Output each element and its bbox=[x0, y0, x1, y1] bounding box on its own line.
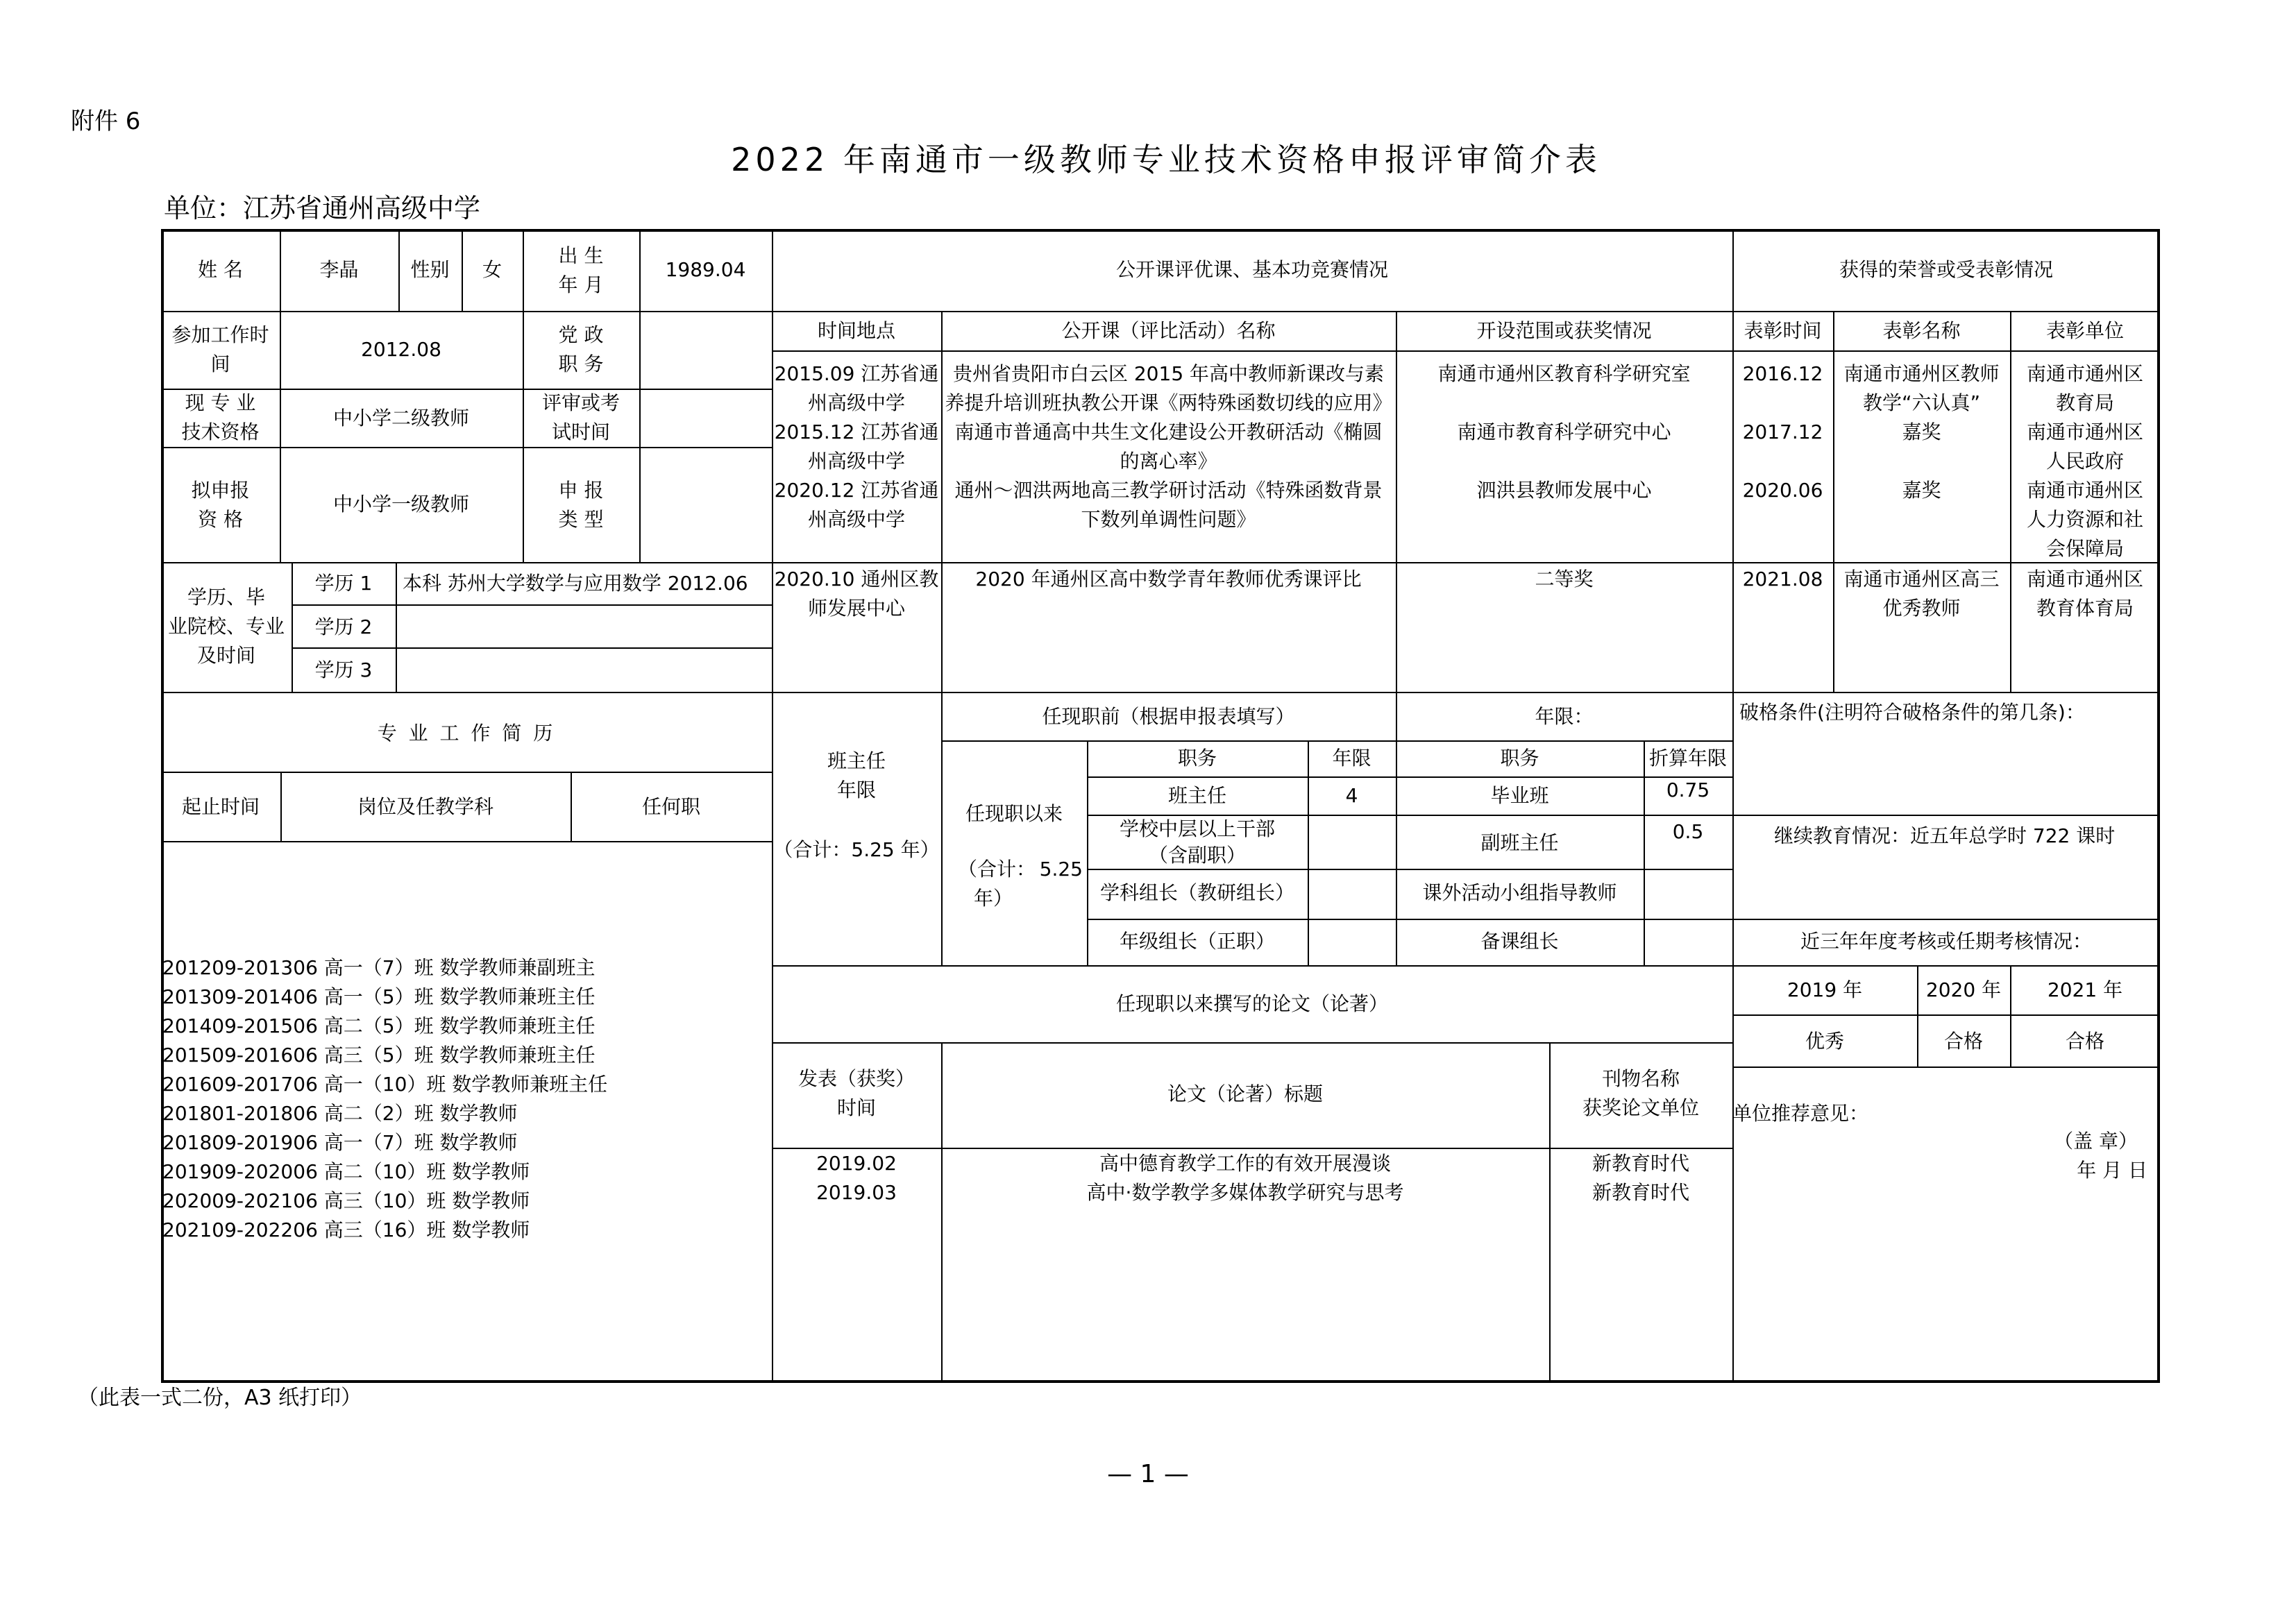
honors-col-name: 表彰名称 bbox=[1882, 319, 1961, 342]
years-cell: 4 bbox=[1345, 784, 1358, 807]
assessment-result: 合格 bbox=[1943, 1030, 1983, 1053]
honor-name: 嘉奖 bbox=[1902, 420, 1941, 443]
resume-entry: 202009-202106 高三（10）班 数学教师 bbox=[162, 1189, 530, 1212]
duty-cell: 学科组长（教研组长） bbox=[1099, 881, 1294, 904]
resume-entry: 201309-201406 高一（5）班 数学教师兼班主任 bbox=[162, 985, 596, 1008]
paper-title: 高中·数学教学多媒体教学研究与思考 bbox=[1086, 1181, 1404, 1204]
honor-time: 2016.12 bbox=[1742, 362, 1823, 385]
open-class-name: 2020 年通州区高中数学青年教师优秀课评比 bbox=[975, 568, 1362, 590]
assessment-year: 2019 年 bbox=[1787, 978, 1863, 1001]
open-class-time: 2020.12 江苏省通 州高级中学 bbox=[774, 479, 939, 531]
seal-label: （盖 章） bbox=[2054, 1130, 2138, 1153]
resume-col-post: 岗位及任教学科 bbox=[357, 795, 493, 818]
apply-type-label: 申 报 类 型 bbox=[558, 479, 604, 531]
duty2-col: 职务 bbox=[1500, 747, 1539, 770]
education-1-value: 本科 苏州大学数学与应用数学 2012.06 bbox=[403, 572, 748, 595]
resume-col-period: 起止时间 bbox=[181, 795, 260, 818]
duty2-cell: 课外活动小组指导教师 bbox=[1422, 881, 1617, 904]
duty2-cell: 副班主任 bbox=[1480, 831, 1559, 854]
papers-title: 任现职以来撰写的论文（论著） bbox=[1115, 992, 1388, 1015]
resume-col-job: 任何职 bbox=[641, 795, 700, 818]
education-2-label: 学历 2 bbox=[314, 615, 373, 638]
converted-cell: 0.75 bbox=[1666, 779, 1710, 801]
resume-entry: 201909-202006 高二（10）班 数学教师 bbox=[162, 1160, 530, 1183]
honor-unit: 南通市通州区 教育体育局 bbox=[2026, 568, 2143, 620]
unit-label: 单位：江苏省通州高级中学 bbox=[164, 193, 481, 223]
assessment-result: 合格 bbox=[2065, 1030, 2104, 1053]
page-title: 2022 年南通市一级教师专业技术资格申报评审简介表 bbox=[731, 141, 1601, 178]
honors-col-unit: 表彰单位 bbox=[2045, 319, 2124, 342]
apply-qual-value: 中小学一级教师 bbox=[332, 493, 469, 516]
honors-col-time: 表彰时间 bbox=[1744, 319, 1822, 342]
years-label: 年限： bbox=[1535, 705, 1594, 728]
breakthrough-label: 破格条件(注明符合破格条件的第几条)： bbox=[1739, 701, 2085, 724]
open-class-scope: 二等奖 bbox=[1535, 568, 1594, 590]
resume-entry: 201609-201706 高一（10）班 数学教师兼班主任 bbox=[162, 1073, 608, 1096]
open-class-col-time: 时间地点 bbox=[817, 319, 895, 342]
since-total-prefix: （合计： bbox=[958, 858, 1036, 881]
paper-time: 2019.03 bbox=[816, 1181, 897, 1204]
resume-entry: 201509-201606 高三（5）班 数学教师兼班主任 bbox=[162, 1044, 596, 1067]
head-teacher-total: （合计：5.25 年） bbox=[773, 838, 940, 861]
party-label: 党 政 职 务 bbox=[558, 323, 604, 375]
recommend-date: 年 月 日 bbox=[2077, 1159, 2147, 1182]
since-total-suffix: 年） bbox=[973, 887, 1013, 910]
since-total-value: 5.25 bbox=[1039, 858, 1083, 881]
work-start-value: 2012.08 bbox=[361, 338, 441, 361]
resume-entry: 201809-201906 高一（7）班 数学教师 bbox=[162, 1131, 518, 1154]
open-class-scope: 南通市通州区教育科学研究室 bbox=[1437, 362, 1691, 385]
name-label: 姓 名 bbox=[198, 258, 243, 281]
honor-name: 嘉奖 bbox=[1902, 479, 1941, 502]
current-qual-value: 中小学二级教师 bbox=[332, 407, 469, 430]
gender-value: 女 bbox=[482, 258, 502, 281]
open-class-scope: 南通市教育科学研究中心 bbox=[1457, 420, 1671, 443]
honor-unit: 南通市通州区 人民政府 bbox=[2026, 420, 2143, 473]
review-time-label: 评审或考 试时间 bbox=[541, 391, 620, 443]
years-col: 年限 bbox=[1332, 747, 1371, 770]
duty2-cell: 备课组长 bbox=[1480, 930, 1559, 953]
duty2-cell: 毕业班 bbox=[1490, 784, 1549, 807]
honor-time: 2020.06 bbox=[1742, 479, 1823, 502]
education-1-label: 学历 1 bbox=[314, 572, 373, 595]
open-class-name: 通州～泗洪两地高三教学研讨活动《特殊函数背景 下数列单调性问题》 bbox=[954, 479, 1383, 531]
education-3-label: 学历 3 bbox=[314, 658, 373, 681]
duty-cell: 班主任 bbox=[1167, 784, 1226, 807]
gender-label: 性别 bbox=[410, 258, 450, 281]
honors-title: 获得的荣誉或受表彰情况 bbox=[1839, 258, 2053, 281]
resume-entry: 201209-201306 高一（7）班 数学教师兼副班主 bbox=[162, 956, 596, 979]
birth-value: 1989.04 bbox=[665, 258, 746, 281]
paper-pub: 新教育时代 bbox=[1592, 1181, 1689, 1204]
resume-entry: 201409-201506 高二（5）班 数学教师兼班主任 bbox=[162, 1014, 596, 1037]
resume-entry: 202109-202206 高三（16）班 数学教师 bbox=[162, 1218, 530, 1241]
duty-col: 职务 bbox=[1177, 747, 1217, 770]
open-class-time: 2020.10 通州区教 师发展中心 bbox=[774, 568, 939, 620]
continuing-education: 继续教育情况：近五年总学时 722 课时 bbox=[1774, 824, 2116, 847]
honor-name: 南通市通州区教师 教学“六认真” bbox=[1843, 362, 2000, 414]
duty-cell: 年级组长（正职） bbox=[1119, 930, 1275, 953]
apply-qual-label: 拟申报 资 格 bbox=[191, 479, 250, 531]
paper-title: 高中德育教学工作的有效开展漫谈 bbox=[1099, 1152, 1391, 1175]
paper-pub: 新教育时代 bbox=[1592, 1152, 1689, 1175]
honor-time: 2017.12 bbox=[1742, 420, 1823, 443]
assessment-year: 2021 年 bbox=[2047, 978, 2123, 1001]
resume-title: 专 业 工 作 简 历 bbox=[377, 722, 556, 745]
open-class-title: 公开课评优课、基本功竞赛情况 bbox=[1115, 258, 1388, 281]
honor-unit: 南通市通州区 教育局 bbox=[2026, 362, 2143, 414]
open-class-name: 贵州省贵阳市白云区 2015 年高中教师新课改与素 养提升培训班执教公开课《两特殊函数切线的应用》 bbox=[945, 362, 1392, 414]
head-teacher-label: 班主任 年限 bbox=[827, 749, 886, 801]
recommend-label: 单位推荐意见： bbox=[1732, 1102, 1869, 1125]
open-class-col-scope: 开设范围或获奖情况 bbox=[1476, 319, 1652, 342]
attachment-label: 附件 6 bbox=[71, 108, 141, 135]
assessment-year: 2020 年 bbox=[1925, 978, 2002, 1001]
open-class-scope: 泗洪县教师发展中心 bbox=[1476, 479, 1652, 502]
converted-col: 折算年限 bbox=[1648, 747, 1727, 770]
duty-cell: 学校中层以上干部 （含副职） bbox=[1119, 817, 1275, 867]
page-number: — 1 — bbox=[1107, 1460, 1189, 1488]
open-class-time: 2015.09 江苏省通 州高级中学 bbox=[774, 362, 939, 414]
converted-cell: 0.5 bbox=[1672, 820, 1704, 843]
resume-entry: 201801-201806 高二（2）班 数学教师 bbox=[162, 1102, 518, 1125]
footer-note: （此表一式二份，A3 纸打印） bbox=[78, 1386, 362, 1410]
birth-label: 出 生 年 月 bbox=[558, 244, 604, 296]
name-value: 李晶 bbox=[319, 258, 359, 281]
honor-name: 南通市通州区高三 优秀教师 bbox=[1843, 568, 2000, 620]
open-class-col-name: 公开课（评比活动）名称 bbox=[1061, 319, 1276, 342]
papers-col-pub: 刊物名称 获奖论文单位 bbox=[1582, 1067, 1699, 1119]
current-qual-label: 现 专 业 技术资格 bbox=[181, 391, 260, 443]
paper-time: 2019.02 bbox=[816, 1152, 897, 1175]
honor-time: 2021.08 bbox=[1742, 568, 1823, 590]
open-class-time: 2015.12 江苏省通 州高级中学 bbox=[774, 420, 939, 473]
education-label: 学历、毕 业院校、专业 及时间 bbox=[167, 586, 285, 667]
assessment-result: 优秀 bbox=[1805, 1030, 1844, 1053]
open-class-name: 南通市普通高中共生文化建设公开教研活动《椭圆 的离心率》 bbox=[954, 420, 1383, 473]
since-current-label: 任现职以来 bbox=[965, 802, 1063, 825]
honor-unit: 南通市通州区 人力资源和社 会保障局 bbox=[2026, 479, 2143, 560]
papers-col-title: 论文（论著）标题 bbox=[1167, 1082, 1323, 1105]
papers-col-time: 发表（获奖） 时间 bbox=[797, 1067, 915, 1119]
before-current-label: 任现职前（根据申报表填写） bbox=[1042, 705, 1295, 728]
assessment-title: 近三年年度考核或任期考核情况： bbox=[1800, 930, 2092, 953]
work-start-label: 参加工作时 间 bbox=[171, 323, 269, 375]
